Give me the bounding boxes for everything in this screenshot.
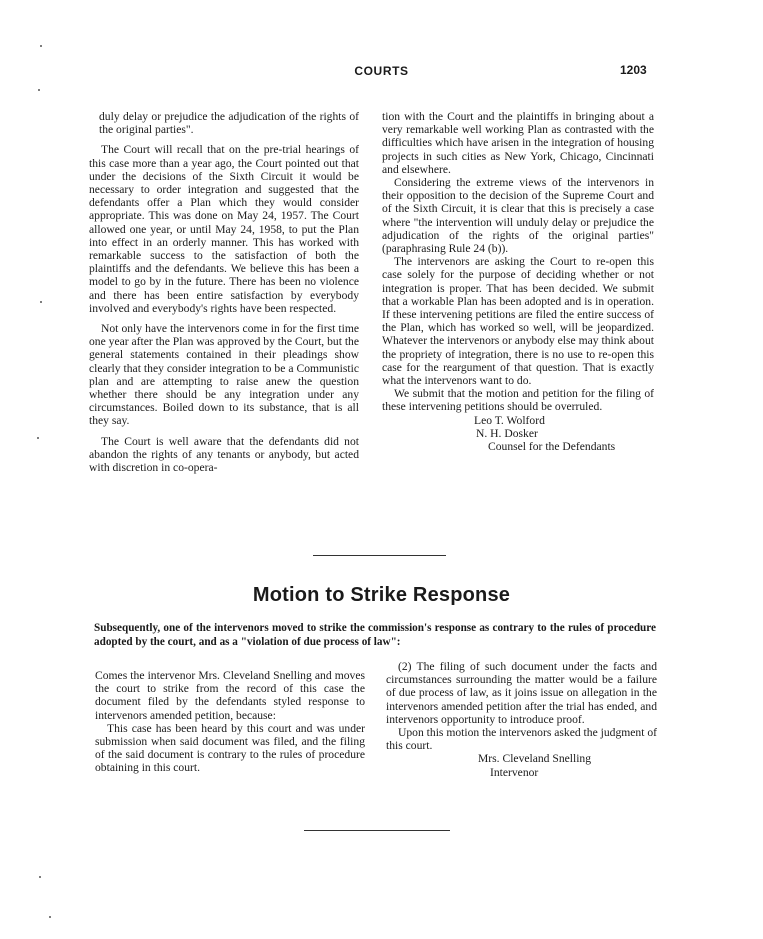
section-title: Motion to Strike Response: [252, 584, 511, 606]
paragraph: duly delay or prejudice the adjudication of the rights of the original parties".: [99, 110, 359, 137]
paragraph: Considering the extreme views of the intervenors in their opposition to the decision of the Supreme Court and of the Sixth Circuit, it is clear that this is precisely a case where "the intervention will unduly delay or prejudice the adjudication of the rights of the original parties" (paraphrasing Rule 24 (b)).: [382, 176, 654, 256]
section-lead: Subsequently, one of the intervenors moved to strike the commission's response as contrary to the rules of procedure adopted by the court, and as a "violation of due process of law":: [94, 622, 656, 648]
left-column: [89, 110, 359, 474]
scan-speck: [40, 45, 42, 47]
page-number: 1203: [620, 63, 647, 77]
paragraph: Comes the intervenor Mrs. Cleveland Snelling and moves the court to strike from the record of this case the document filed by the defendants styled response to intervenors amended petition, because:: [95, 669, 365, 722]
paragraph: The Court is well aware that the defendants did not abandon the rights of any tenants or anybody, but acted with discretion in co-opera-: [89, 434, 359, 475]
signature-line: Leo T. Wolford: [474, 413, 545, 427]
right-column: [382, 110, 654, 453]
paragraph: This case has been heard by this court and was under submission when said document was filed, and the filing of the said document is contrary to the rules of procedure obtaining in this court.: [95, 721, 365, 775]
section-divider: [304, 830, 450, 831]
signature-line: Mrs. Cleveland Snelling: [478, 752, 592, 766]
paragraph: (2) The filing of such document under the facts and circumstances surrounding the matter would be a failure of due process of law, as it joins issue on allegation in the intervenors amended petition after the trial has ended, and intervenors opportunity to introduce proof.: [386, 660, 657, 726]
paragraph: Not only have the intervenors come in for the first time one year after the Plan was approved by the Court, but the general statements contained in their pleadings show clearly that they consider integration to be a Communistic plan and are attempting to raise anew the question whether there should be any integration under any circumstances. Boiled down to its substance, that is all they say.: [89, 322, 359, 428]
scan-speck: [37, 437, 39, 439]
scan-speck: [39, 876, 41, 878]
signature-caption: Intervenor: [490, 765, 539, 779]
section-divider: [313, 555, 446, 556]
paragraph: The Court will recall that on the pre-trial hearings of this case more than a year ago, the Court pointed out that under the decisions of the Sixth Circuit it would be necessary to order integration and suggested that the defendants offer a Plan which they would consider appropriate. This was done on May 24, 1957. The Court allowed one year, or until May 24, 1958, to put the Plan into effect in an orderly manner. This has worked with remarkable success to the satisfaction of both the plaintiffs and the defendants. We believe this has been a model to go by in the future. There has been no violence and there has been entire satisfaction by everybody involved and everybody's rights have been respected.: [89, 143, 359, 315]
scan-speck: [40, 301, 42, 303]
scan-speck: [49, 916, 51, 918]
signature-caption: Counsel for the Defendants: [488, 440, 616, 454]
signature-line: N. H. Dosker: [476, 426, 538, 440]
paragraph: Upon this motion the intervenors asked the judgment of this court.: [386, 726, 657, 753]
paragraph: The intervenors are asking the Court to re-open this case solely for the purpose of deciding whether or not integration is proper. That has been decided. We submit that a workable Plan has been adopted and is in operation. If these intervening petitions are filed the entire success of the Plan, which has worked so well, will be jeopardized. Whatever the intervenors or anybody else may think about the propriety of integration, there is no use to re-open this case for the reargument of that question. That is exactly what the intervenors want to do.: [382, 255, 654, 388]
motion-right-column: [386, 660, 657, 779]
running-header: COURTS: [354, 64, 409, 78]
scan-speck: [38, 89, 40, 91]
motion-left-column: [95, 669, 365, 775]
paragraph: We submit that the motion and petition for the filing of these intervening petitions should be overruled.: [382, 387, 654, 414]
paragraph: tion with the Court and the plaintiffs in bringing about a very remarkable well working Plan as contrasted with the difficulties which have arisen in the integration of housing projects in such cities as New York, Chicago, Cincinnati and elsewhere.: [382, 110, 654, 176]
